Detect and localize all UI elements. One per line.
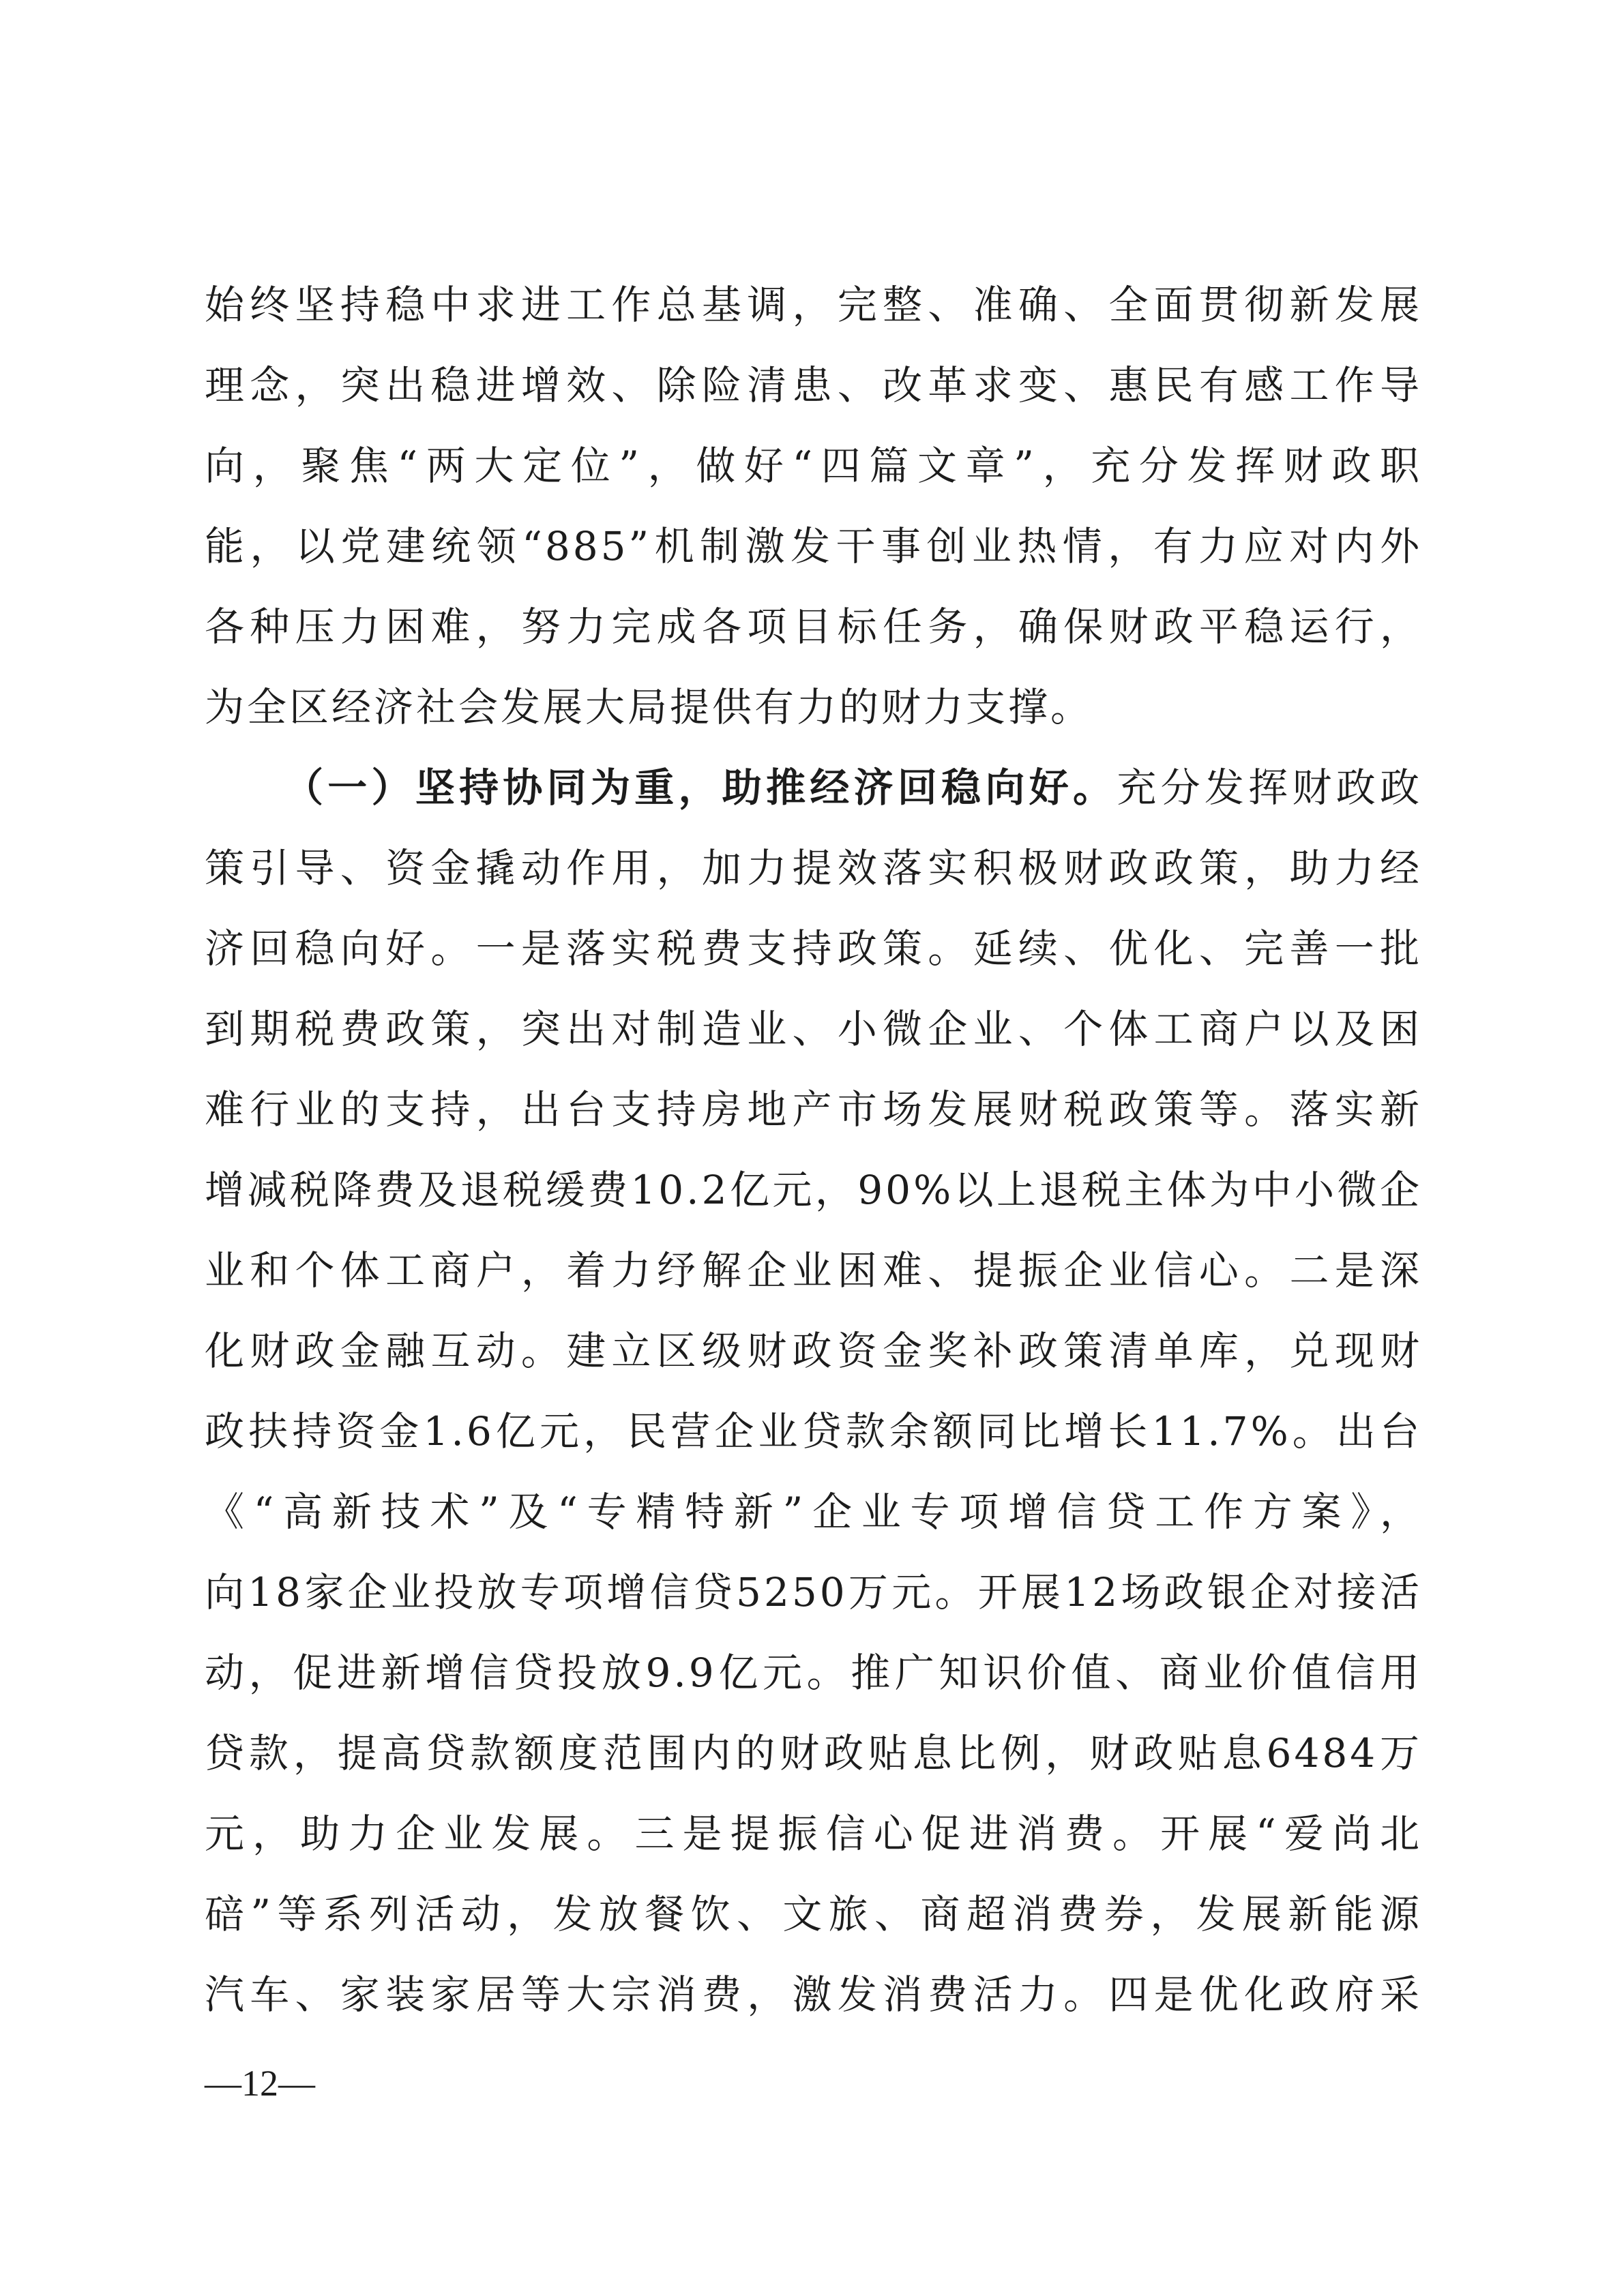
body-text xyxy=(205,265,1422,2035)
page-number: —12— xyxy=(205,2063,315,2104)
text-line-paragraph-end: 为全区经济社会发展大局提供有力的财力支撑。 xyxy=(205,684,1093,730)
text-line: 策引导、资金撬动作用，加力提效落实积极财政政策，助力经 xyxy=(205,845,1422,891)
section-heading-following-text: 充分发挥财政政 xyxy=(1117,764,1422,811)
text-line: 向，聚焦“两大定位”，做好“四篇文章”，充分发挥财政职 xyxy=(205,443,1422,489)
text-line: 始终坚持稳中求进工作总基调，完整、准确、全面贯彻新发展 xyxy=(205,282,1422,328)
text-line: 《“高新技术”及“专精特新”企业专项增信贷工作方案》， xyxy=(205,1489,1422,1535)
text-line: 增减税降费及退税缓费10.2亿元，90%以上退税主体为中小微企 xyxy=(205,1167,1422,1213)
text-line: 政扶持资金1.6亿元，民营企业贷款余额同比增长11.7%。出台 xyxy=(205,1408,1422,1455)
text-line: 济回稳向好。一是落实税费支持政策。延续、优化、完善一批 xyxy=(205,925,1422,972)
text-line: 元，助力企业发展。三是提振信心促进消费。开展“爱尚北 xyxy=(205,1810,1422,1857)
paragraph-1 xyxy=(205,265,1422,747)
text-line: 理念，突出稳进增效、除险清患、改革求变、惠民有感工作导 xyxy=(205,362,1422,408)
paragraph-2 xyxy=(205,747,1422,2035)
text-line: 能，以党建统领“885”机制激发干事创业热情，有力应对内外 xyxy=(205,523,1422,569)
text-line: 贷款，提高贷款额度范围内的财政贴息比例，财政贴息6484万 xyxy=(205,1730,1422,1776)
text-line: 碚”等系列活动，发放餐饮、文旅、商超消费券，发展新能源 xyxy=(205,1891,1422,1937)
text-line-with-heading xyxy=(205,747,1422,828)
section-heading: （一）坚持协同为重，助推经济回稳向好。 xyxy=(284,764,1117,811)
text-line: 到期税费政策，突出对制造业、小微企业、个体工商户以及困 xyxy=(205,1006,1422,1052)
text-line: 业和个体工商户，着力纾解企业困难、提振企业信心。二是深 xyxy=(205,1247,1422,1294)
text-line: 汽车、家装家居等大宗消费，激发消费活力。四是优化政府采 xyxy=(205,1971,1422,2018)
text-line: 各种压力困难，努力完成各项目标任务，确保财政平稳运行， xyxy=(205,603,1422,650)
text-line: 动，促进新增信贷投放9.9亿元。推广知识价值、商业价值信用 xyxy=(205,1650,1422,1696)
text-line: 难行业的支持，出台支持房地产市场发展财税政策等。落实新 xyxy=(205,1086,1422,1133)
text-line: 向18家企业投放专项增信贷5250万元。开展12场政银企对接活 xyxy=(205,1569,1422,1615)
text-line: 化财政金融互动。建立区级财政资金奖补政策清单库，兑现财 xyxy=(205,1328,1422,1374)
